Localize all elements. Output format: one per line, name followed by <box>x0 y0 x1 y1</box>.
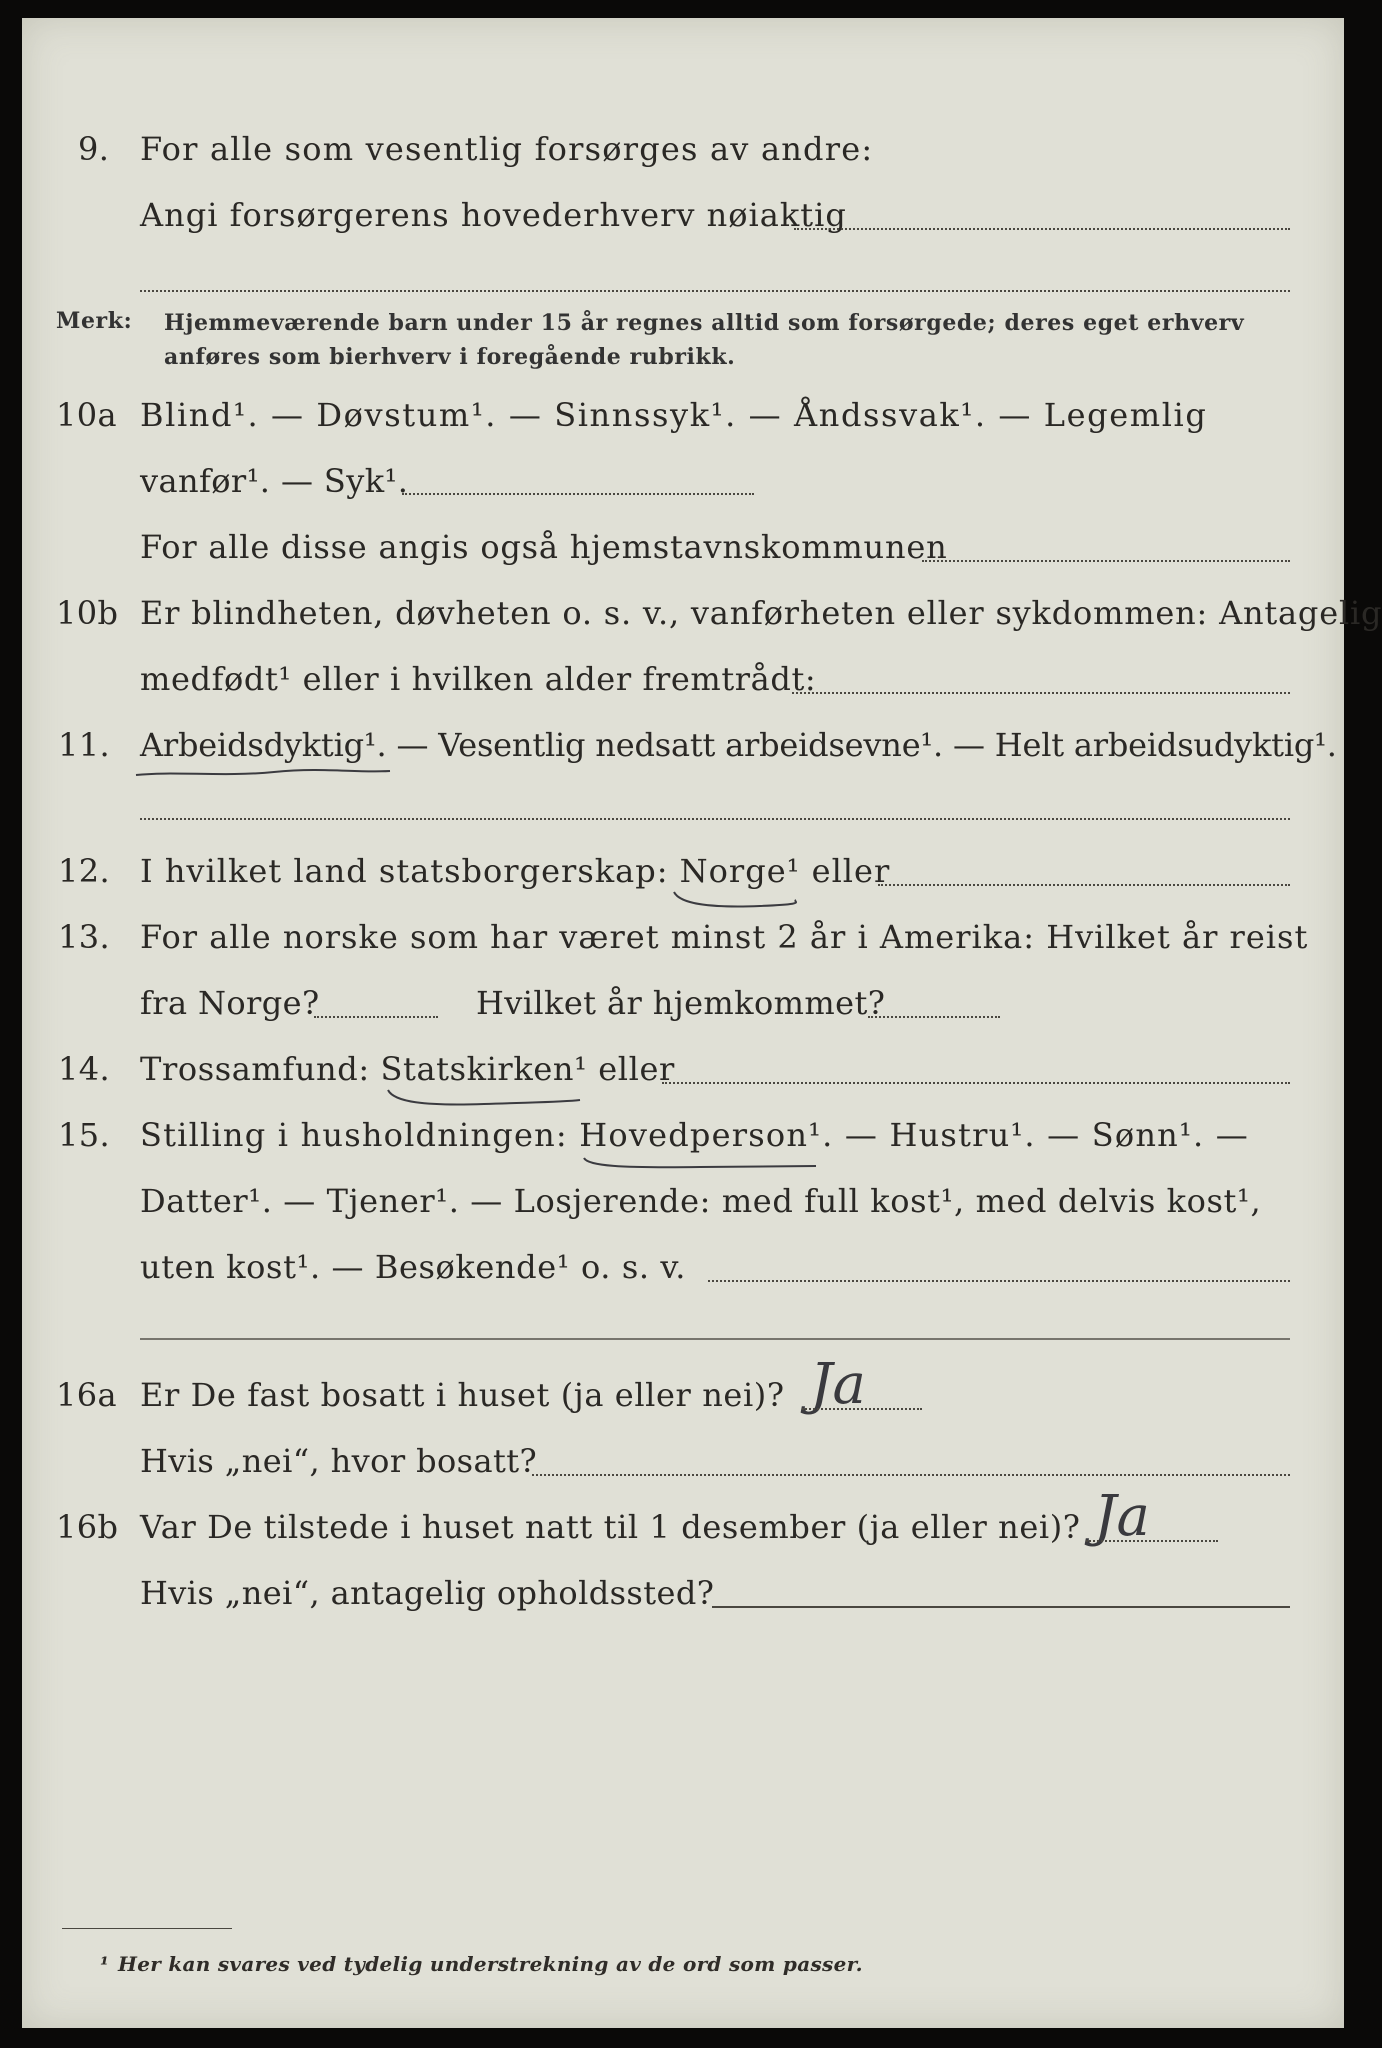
q11-answer-line[interactable] <box>140 818 1290 820</box>
footnote-separator <box>62 1928 232 1929</box>
q15-question: Stilling i husholdningen: Hovedperson¹. — Hustru¹. — Sønn¹. — <box>140 1116 1249 1154</box>
q10b-question: Er blindheten, døvheten o. s. v., vanførheten eller sykdommen: Antagelig <box>140 594 1382 632</box>
q10a-question-2: vanfør¹. — Syk¹. <box>140 462 409 500</box>
q13-hjemkommet-line[interactable] <box>868 1016 1000 1018</box>
q10b-question-2: medfødt¹ eller i hvilken alder fremtrådt: <box>140 660 817 698</box>
q12-number: 12. <box>58 852 111 890</box>
footnote-text: Her kan svares ved tydelig understrekning av de ord som passer. <box>118 1952 863 1976</box>
q12-norge-underline <box>670 886 800 914</box>
q15-answer-line-2[interactable] <box>140 1338 1290 1340</box>
q16b-question: Var De tilstede i huset natt til 1 desember (ja eller nei)? <box>140 1508 1081 1546</box>
q13-question-2b: Hvilket år hjemkommet? <box>476 984 886 1022</box>
q12-question: I hvilket land statsborgerskap: Norge¹ eller <box>140 852 891 890</box>
q16b-question-2: Hvis „nei“, antagelig opholdssted? <box>140 1574 715 1612</box>
merk-note <box>164 306 1314 374</box>
q10b-answer-line[interactable] <box>792 692 1290 694</box>
q16b-number: 16b <box>56 1508 119 1546</box>
q9-question-2: Angi forsørgerens hovederhverv nøiaktig <box>140 196 847 234</box>
q16a-bosatt-line[interactable] <box>532 1474 1290 1476</box>
q10a-number: 10a <box>56 396 117 434</box>
q16a-answer-line[interactable] <box>802 1408 922 1410</box>
q11-number: 11. <box>58 726 111 764</box>
merk-note-line-1: Hjemmeværende barn under 15 år regnes alltid som forsørgede; deres eget erhverv <box>164 310 1245 336</box>
q14-number: 14. <box>58 1050 111 1088</box>
q9-answer-line[interactable] <box>794 228 1290 230</box>
q10a-hjemstavn-line[interactable] <box>922 560 1290 562</box>
q16b-handwritten-answer[interactable]: Ja <box>1094 1484 1150 1549</box>
q16b-answer-line[interactable] <box>1086 1540 1218 1542</box>
q11-arbeidsdyktig-underline <box>134 763 394 783</box>
footnote-mark: ¹ <box>100 1952 110 1976</box>
q10a-answer-line[interactable] <box>402 493 754 495</box>
q9-answer-line-2[interactable] <box>140 290 1290 292</box>
q13-question-2a: fra Norge? <box>140 984 320 1022</box>
q9-number: 9. <box>78 130 110 168</box>
q10a-question: Blind¹. — Døvstum¹. — Sinnssyk¹. — Åndssvak¹. — Legemlig <box>140 396 1208 434</box>
q13-reist-line[interactable] <box>314 1016 438 1018</box>
q13-question: For alle norske som har været minst 2 år i Amerika: Hvilket år reist <box>140 918 1309 956</box>
q9-question: For alle som vesentlig forsørges av andre: <box>140 130 874 168</box>
q16a-handwritten-answer[interactable]: Ja <box>810 1352 866 1417</box>
q15-number: 15. <box>58 1116 111 1154</box>
census-form-page <box>22 18 1382 2028</box>
q13-number: 13. <box>58 918 111 956</box>
q16a-question: Er De fast bosatt i huset (ja eller nei)? <box>140 1376 785 1414</box>
q15-question-3: uten kost¹. — Besøkende¹ o. s. v. <box>140 1248 687 1286</box>
q16a-number: 16a <box>56 1376 117 1414</box>
q15-answer-line[interactable] <box>708 1280 1290 1282</box>
q16b-opholdssted-line[interactable] <box>712 1606 1290 1608</box>
merk-note-line-2: anføres som bierhverv i foregående rubrikk. <box>164 344 736 370</box>
q16a-question-2: Hvis „nei“, hvor bosatt? <box>140 1442 538 1480</box>
q15-hovedperson-underline <box>580 1152 820 1176</box>
merk-label: Merk: <box>56 308 133 334</box>
q11-question: Arbeidsdyktig¹. — Vesentlig nedsatt arbeidsevne¹. — Helt arbeidsudyktig¹. <box>140 726 1337 764</box>
q15-question-2: Datter¹. — Tjener¹. — Losjerende: med full kost¹, med delvis kost¹, <box>140 1182 1262 1220</box>
q14-question: Trossamfund: Statskirken¹ eller <box>140 1050 675 1088</box>
q10a-question-3: For alle disse angis også hjemstavnskommunen <box>140 528 948 566</box>
q10b-number: 10b <box>56 594 119 632</box>
q14-statskirken-underline <box>384 1084 584 1112</box>
q14-answer-line[interactable] <box>662 1082 1290 1084</box>
q12-answer-line[interactable] <box>878 884 1290 886</box>
